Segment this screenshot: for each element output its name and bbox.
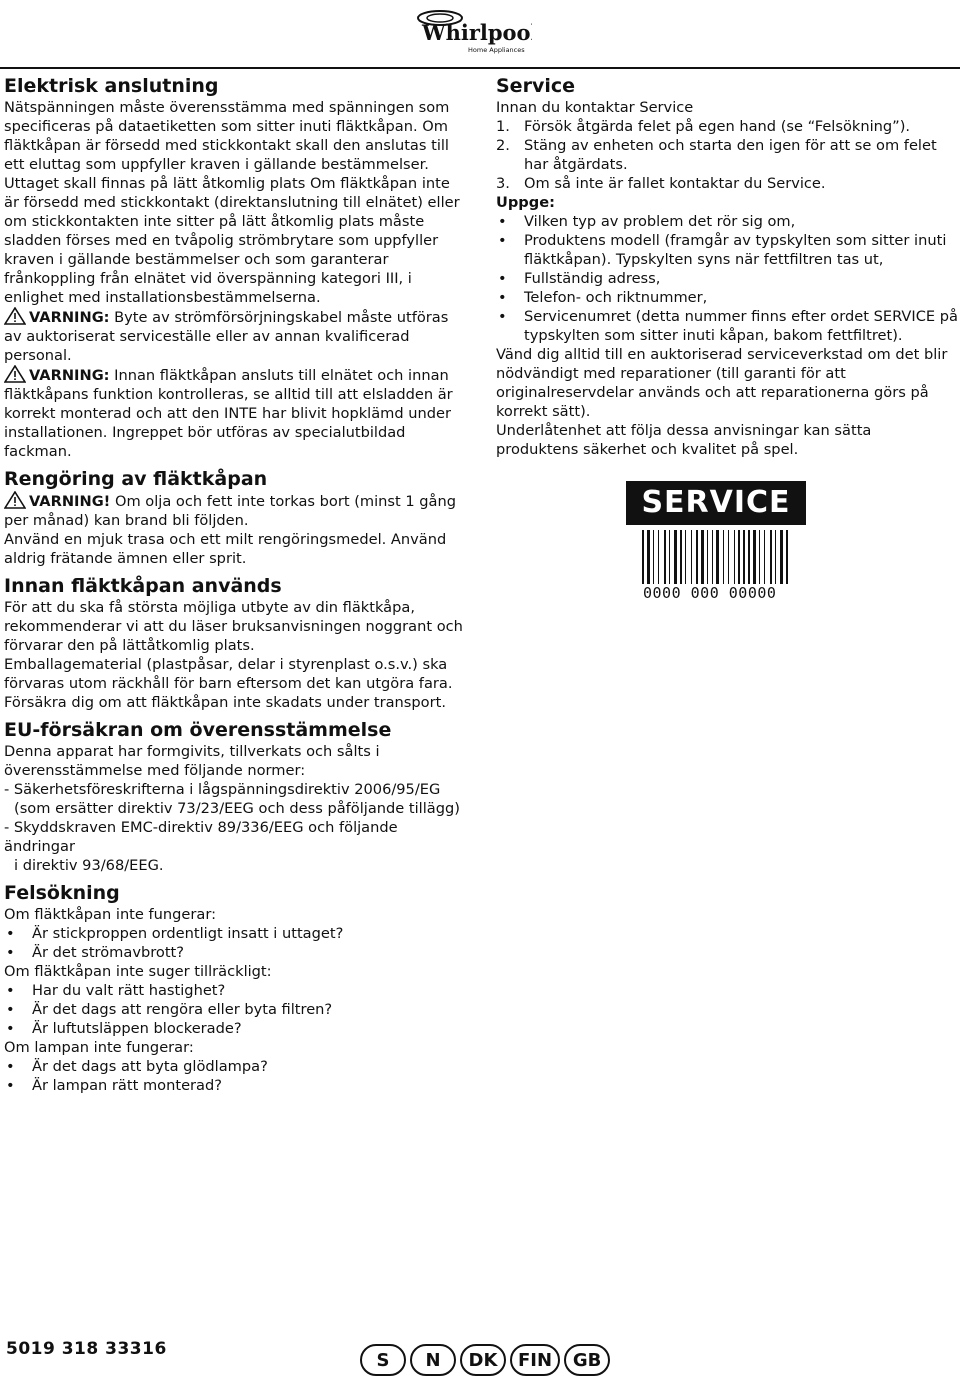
cleaning-body: Använd en mjuk trasa och ett milt rengöringsmedel. Använd aldrig frätande ämnen eller sprit. [4,531,447,567]
section-title-service: Service [496,75,575,97]
list-item: • Fullständig adress, [496,269,958,288]
list-item: • Är stickproppen ordentligt insatt i uttaget? [4,924,466,943]
language-badge: DK [460,1344,506,1376]
warning-text: Byte av strömförsörjningskabel måste utföras av auktoriserat serviceställe eller av annan kvalificerad personal. [4,309,449,364]
language-badges [360,1344,610,1376]
list-item: • Servicenumret (detta nummer finns efter ordet SERVICE på typskylten som sitter inuti kåpan, bakom fettfiltret). [496,307,958,345]
list-item: 2. Stäng av enheten och starta den igen för att se om felet har åtgärdats. [496,137,937,173]
list-item: • Är det dags att byta glödlampa? [4,1057,466,1076]
warning-text: Om olja och fett inte torkas bort (minst 1 gång per månad) kan brand bli följden. [4,493,457,529]
service-paragraph-1: Vänd dig alltid till en auktoriserad serviceverkstad om det blir nödvändigt med reparationer (till garanti för att originalreservdelar används och att reparationerna görs på korrekt sätt). [496,346,948,420]
list-item: • Är det strömavbrott? [4,943,466,962]
list-item: • Är lampan rätt monterad? [4,1076,466,1095]
eu-line-2b: i direktiv 93/68/EEG. [14,857,164,874]
list-item: • Är luftutsläppen blockerade? [4,1019,466,1038]
trouble-heading-1: Om fläktkåpan inte fungerar: [4,906,217,923]
warning-connection [4,365,466,461]
warning-triangle-icon [4,307,26,325]
warning-grease [4,491,466,530]
service-intro: Innan du kontaktar Service [496,99,694,116]
barcode-number: 0000 000 00000 [643,584,777,602]
list-item: • Är det dags att rengöra eller byta filtren? [4,1000,466,1019]
eu-intro: Denna apparat har formgivits, tillverkats och sålts i överensstämmelse med följande normer: [4,743,380,779]
list-item: • Vilken typ av problem det rör sig om, [496,212,958,231]
eu-line-1: - Säkerhetsföreskrifterna i lågspänningsdirektiv 2006/95/EG [4,781,441,798]
before-use-p1: För att du ska få största möjliga utbyte av din fläktkåpa, rekommenderar vi att du läser bruksanvisningen noggrant och förvarar den på lättåtkomlig plats. [4,599,463,654]
language-badge: S [360,1344,406,1376]
right-column [496,74,958,459]
list-item: • Har du valt rätt hastighet? [4,981,466,1000]
warning-triangle-icon [4,365,26,383]
service-label: SERVICE [626,481,806,525]
provide-heading: Uppge: [496,194,555,211]
section-title-cleaning: Rengöring av fläktkåpan [4,468,268,490]
language-badge: N [410,1344,456,1376]
warning-cable [4,307,466,365]
barcode-icon [642,530,792,584]
list-item: 3. Om så inte är fallet kontaktar du Service. [496,175,826,192]
trouble-heading-3: Om lampan inte fungerar: [4,1039,194,1056]
section-title-electrical: Elektrisk anslutning [4,75,219,97]
before-use-p3: Försäkra dig om att fläktkåpan inte skadats under transport. [4,694,446,711]
left-column [4,74,466,1095]
section-title-troubleshooting: Felsökning [4,882,120,904]
document-number: 5019 318 33316 [6,1339,167,1359]
warning-label: VARNING: [29,367,110,384]
language-badge: FIN [510,1344,560,1376]
service-paragraph-2: Underlåtenhet att följa dessa anvisningar kan sätta produktens säkerhet och kvalitet på spel. [496,422,872,458]
warning-label: VARNING! [29,493,111,510]
list-item: • Telefon- och riktnummer, [496,288,958,307]
trouble-heading-2: Om fläktkåpan inte suger tillräckligt: [4,963,272,980]
whirlpool-logo [412,6,532,60]
brand-text: Whirlpool [422,20,532,45]
warning-label: VARNING: [29,309,110,326]
list-item: • Produktens modell (framgår av typskylten som sitter inuti fläktkåpan). Typskylten syns när fettfiltren tas ut, [496,231,958,269]
eu-line-2: - Skyddskraven EMC-direktiv 89/336/EEG och följande ändringar [4,819,398,855]
section-title-eu-declaration: EU-försäkran om överensstämmelse [4,719,392,741]
electrical-body: Nätspänningen måste överensstämma med spänningen som specificeras på dataetiketten som sitter inuti fläktkåpan. Om fläktkåpan är försedd med stickkontakt skall den anslutas till ett eluttag som uppfyller kraven i gällande bestämmelser. Uttaget skall finnas på lätt åtkomlig plats Om fläktkåpan inte är försedd med stickkontakt (direktanslutning till elnätet) eller om stickkontakten inte sitter på lätt åtkomlig plats måste sladden förses med en tvåpolig strömbrytare som uppfyller kraven i gällande bestämmelser och som garanterar frånkoppling från elnätet vid överspänning kategori III, i enlighet med installationsbestämmelserna. [4,99,460,306]
language-badge: GB [564,1344,610,1376]
list-item: 1. Försök åtgärda felet på egen hand (se “Felsökning”). [496,118,911,135]
header-rule [0,67,960,69]
warning-text: Innan fläktkåpan ansluts till elnätet och innan fläktkåpans funktion kontrolleras, se alltid till att elsladden är korrekt monterad och att den INTE har blivit hopklämd under installationen. Ingreppet bör utföras av specialutbildad fackman. [4,367,453,460]
eu-line-1b: (som ersätter direktiv 73/23/EEG och dess påföljande tillägg) [14,800,460,817]
before-use-p2: Emballagematerial (plastpåsar, delar i styrenplast o.s.v.) ska förvaras utom räckhåll för barn eftersom det kan utgöra fara. [4,656,453,692]
brand-subtext: Home Appliances [468,46,525,54]
warning-triangle-icon [4,491,26,509]
section-title-before-use: Innan fläktkåpan används [4,575,282,597]
